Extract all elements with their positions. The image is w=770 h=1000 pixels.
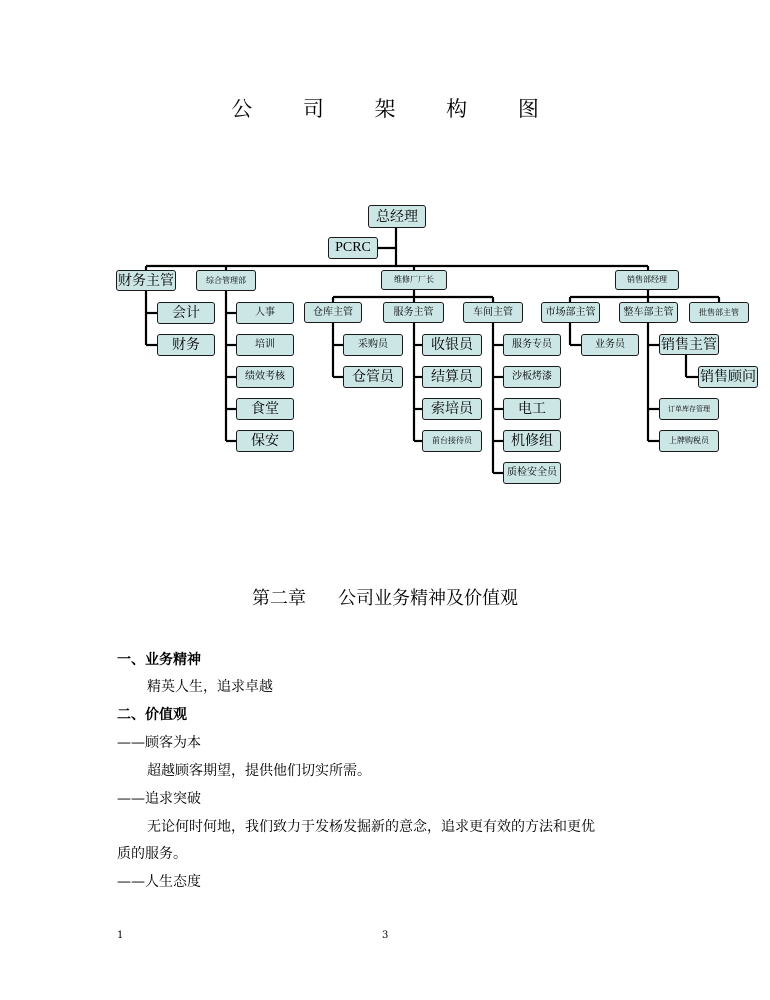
org-node-order-inventory: 订单库存管理: [659, 398, 719, 420]
org-node-warehouse-head: 仓库主管: [304, 302, 362, 323]
org-node-performance: 绩效考核: [236, 366, 294, 388]
org-node-service-head: 服务主管: [383, 302, 444, 323]
org-node-service-specialist: 服务专员: [503, 334, 561, 356]
chapter-number: 第二章: [252, 588, 306, 609]
paragraph-breakthrough-line2: 质的服务。: [117, 846, 187, 862]
org-node-storekeeper: 仓管员: [343, 366, 403, 388]
org-node-mechanics: 机修组: [503, 430, 561, 452]
org-node-sales-head: 销售部经理: [615, 270, 679, 290]
org-node-sales-consultant: 销售顾问: [698, 366, 758, 388]
org-node-electrician: 电工: [503, 398, 561, 420]
org-node-maintenance-head: 维修厂厂长: [381, 270, 447, 290]
org-node-canteen: 食堂: [236, 398, 294, 420]
org-node-hr: 人事: [236, 302, 294, 324]
section-heading-values: 二、价值观: [117, 707, 187, 723]
org-node-training: 培训: [236, 334, 294, 356]
org-node-wholesale-head: 批售部主管: [689, 302, 749, 323]
page-title: 公 司 架 构 图: [231, 97, 561, 121]
org-node-salesperson: 业务员: [581, 334, 639, 356]
org-node-paint: 沙板烤漆: [503, 366, 561, 388]
org-node-security: 保安: [236, 430, 294, 452]
org-node-cashier: 收银员: [422, 334, 482, 356]
value-customer: ——顾客为本: [117, 735, 201, 751]
org-node-workshop-head: 车间主管: [463, 302, 523, 323]
paragraph-customer: 超越顾客期望，提供他们切实所需。: [147, 763, 371, 779]
org-node-finance-head: 财务主管: [116, 270, 176, 291]
chapter-title: 公司业务精神及价值观: [338, 588, 518, 609]
value-breakthrough: ——追求突破: [117, 791, 201, 807]
footer-left-number: 1: [117, 930, 124, 941]
org-node-sales-lead: 销售主管: [659, 334, 719, 355]
org-node-market-head: 市场部主管: [541, 302, 600, 323]
page-number: 3: [382, 930, 389, 941]
org-node-accountant: 会计: [157, 302, 215, 324]
org-node-general-manager: 总经理: [368, 205, 426, 228]
section-heading-spirit: 一、业务精神: [117, 652, 201, 668]
chapter-heading: [0, 584, 770, 610]
org-node-pcrc: PCRC: [328, 237, 378, 259]
org-node-settlement: 结算员: [422, 366, 482, 388]
value-life-attitude: ——人生态度: [117, 874, 201, 890]
org-node-qc-safety: 质检安全员: [503, 462, 561, 484]
org-node-registration: 上牌购税员: [659, 430, 719, 452]
paragraph-breakthrough-line1: 无论何时何地，我们致力于发杨发掘新的意念，追求更有效的方法和更优: [147, 819, 595, 835]
org-node-purchaser: 采购员: [343, 334, 403, 356]
org-node-admin-head: 综合管理部: [196, 270, 256, 291]
org-node-claims: 索培员: [422, 398, 482, 420]
org-node-vehicle-head: 整车部主管: [619, 302, 678, 323]
org-node-reception: 前台接待员: [422, 430, 482, 452]
org-node-finance: 财务: [157, 334, 215, 356]
paragraph-spirit: 精英人生，追求卓越: [147, 679, 273, 695]
